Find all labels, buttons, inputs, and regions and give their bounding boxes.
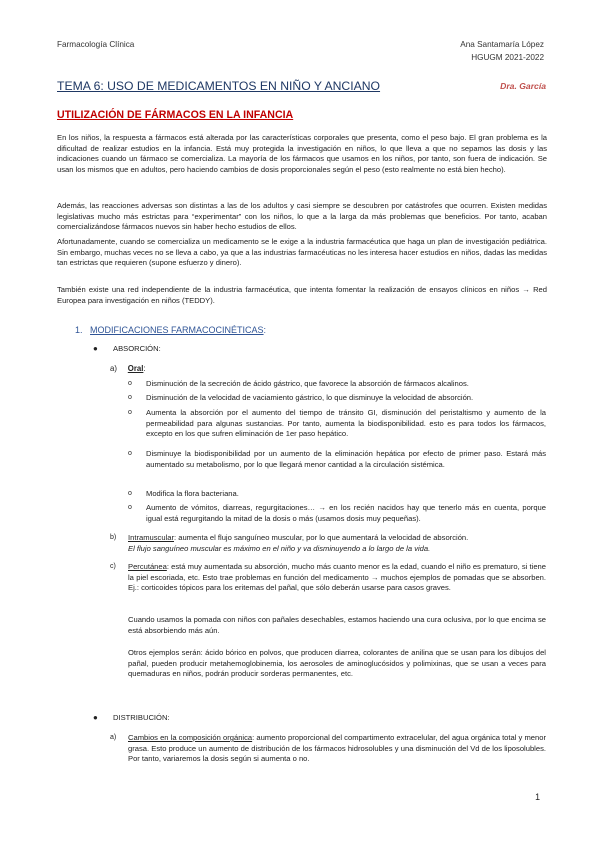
oral-item — [128, 393, 546, 404]
header-course: Farmacología Clínica — [57, 40, 135, 49]
circle-bullet-icon: o — [128, 504, 132, 511]
oral-item-text: Modifica la flora bacteriana. — [146, 489, 239, 498]
item-label: Cambios en la composición orgánica — [128, 733, 253, 742]
paragraph-adverse: Además, las reacciones adversas son distintas a las de los adultos y casi siempre se descubren por catástrofes que ocurren. Existen medidas legislativas mucho más estrictas para “experimentar” con los niños, lo que a la larga da más problemas que beneficios. Por tanto, acaban comercializándose fármacos nuevos sin haber hecho estudios de ellos. — [57, 201, 547, 231]
lecturer-name: Dra. García — [500, 81, 546, 91]
item-text: : aumenta el flujo sanguíneo muscular, por lo que aumentará la velocidad de absorción. — [174, 533, 469, 542]
oral-item — [128, 449, 546, 470]
item-letter: a) — [110, 734, 117, 741]
bullet-distribucion — [93, 713, 170, 722]
oral-item-text: Disminuye la biodisponibilidad por un aumento de la eliminación hepática por efecto de primer paso. Estará más aumentado su metabolismo, por lo que llegará menor cantidad a la circulación sistémica. — [146, 449, 546, 469]
page-number: 1 — [535, 792, 540, 802]
circle-bullet-icon: o — [128, 380, 132, 387]
item-intramuscular — [110, 533, 546, 554]
bullet-icon: ● — [93, 344, 98, 353]
bullet-icon: ● — [93, 713, 98, 722]
circle-bullet-icon: o — [128, 409, 132, 416]
circle-bullet-icon: o — [128, 490, 132, 497]
oral-item-text: Disminución de la secreción de ácido gástrico, que favorece la absorción de fármacos alcalinos. — [146, 379, 469, 388]
oral-item — [128, 408, 546, 440]
paragraph-pediatric-plan: Afortunadamente, cuando se comercializa un medicamento se le exige a la industria farmacéutica que haga un plan de investigación pediátrica. Sin embargo, muchas veces no se lleva a cabo, ya que a las industrias farmacéuticas no les interesa hacer estudios en niños, dadas las medidas tan estrictas que requieren (supone esfuerzo y dinero). — [57, 237, 547, 267]
paragraph-intro: En los niños, la respuesta a fármacos está alterada por las características corporales que presenta, como el peso bajo. El gran problema es la dificultad de realizar estudios en la infancia. Está muy protegida la investigación en niños, lo que lleva a que no sepamos las dosis y las indicaciones cuando un fármaco se comercializa. La mayoría de los fármacos que usamos en los niños, por tanto, son fuera de indicación. Se usan los mismos que en adultos, pero haciendo cambios de dosis proporcionales según el peso (esto realmente no está bien hecho). — [57, 133, 547, 174]
subsection-colon: : — [263, 325, 267, 335]
page-title: TEMA 6: USO DE MEDICAMENTOS EN NIÑO Y ANCIANO — [57, 79, 381, 93]
percutanea-note: Cuando usamos la pomada con niños con pañales desechables, estamos haciendo una cura oclusiva, por lo que encima se está absorbiendo más aún. — [128, 615, 546, 635]
absorcion-label: ABSORCIÓN: — [113, 344, 161, 353]
item-text: : aumento proporcional del compartimento extracelular, del agua orgánica total y menor grasa. Esto produce un aumento de distribución de los fármacos hidrosolubles y una disminución del Vd de los liposolubles. Por tanto, variaremos la dosis según si aumenta o no. — [128, 733, 546, 763]
section-heading: UTILIZACIÓN DE FÁRMACOS EN LA INFANCIA — [57, 109, 294, 121]
item-italic-note: El flujo sanguíneo muscular es máximo en el niño y va disminuyendo a lo largo de la vida. — [128, 543, 431, 553]
item-colon: : — [143, 364, 146, 373]
header-institution: HGUGM 2021-2022 — [471, 53, 544, 62]
header-author: Ana Santamaría López — [460, 40, 544, 49]
distribucion-label: DISTRIBUCIÓN: — [113, 713, 170, 722]
oral-item — [128, 503, 546, 524]
percutanea-examples: Otros ejemplos serán: ácido bórico en polvos, que producen diarrea, colorantes de anilina que se usan para los dibujos del pañal, pueden producir metahemoglobinemia, los aerosoles de aminoglucósidos y polimixinas, que se usan a veces para quemaduras en niños, podrán producir sorderas permanentes, etc. — [128, 648, 546, 678]
item-text: : está muy aumentada su absorción, mucho más cuanto menor es la edad, cuando el niño es prematuro, si tiene la piel escoriada, etc. Esto trae problemas en función del medicamento → muchos ejemplos de pomadas que se absorben. Ej.: corticoides tópicos para los eritemas del pañal, que sólo deberán usarse para casos graves. — [128, 562, 546, 592]
item-letter: c) — [110, 563, 116, 570]
circle-bullet-icon: o — [128, 450, 132, 457]
oral-item-text: Aumento de vómitos, diarreas, regurgitaciones… → en los recién nacidos hay que tenerlo más en cuenta, porque igual está regurgitando la mitad de la dosis o más (usamos dosis muy pequeñas). — [146, 503, 546, 523]
item-label: Intramuscular — [128, 533, 175, 542]
item-label: Oral — [127, 364, 144, 373]
oral-item — [128, 379, 546, 390]
item-letter: b) — [110, 534, 117, 541]
paragraph-teddy: También existe una red independiente de la industria farmacéutica, que intenta fomentar la realización de ensayos clínicos en niños → Red Europea para investigación en niños (TEDDY). — [57, 285, 547, 305]
oral-item — [128, 489, 546, 500]
circle-bullet-icon: o — [128, 394, 132, 401]
subsection-label: MODIFICACIONES FARMACOCINÉTICAS — [90, 325, 264, 335]
subsection-heading — [75, 325, 266, 335]
item-oral — [110, 364, 146, 373]
bullet-absorcion — [93, 344, 161, 353]
item-label: Percutánea — [128, 562, 167, 571]
subsection-number: 1. — [75, 325, 83, 335]
item-percutanea — [110, 562, 546, 594]
item-composicion — [110, 733, 546, 765]
oral-item-text: Disminución de la velocidad de vaciamiento gástrico, lo que disminuye la velocidad de absorción. — [146, 393, 474, 402]
item-letter: a) — [110, 364, 117, 373]
oral-item-text: Aumenta la absorción por el aumento del tiempo de tránsito GI, disminución del peristaltismo y aumento de la permeabilidad para algunas sustancias. Por tanto, aumenta la biodisponibilidad. esto es para todos los fármacos, excepto en los que sufren eliminación de 1er paso hepático. — [146, 408, 546, 438]
